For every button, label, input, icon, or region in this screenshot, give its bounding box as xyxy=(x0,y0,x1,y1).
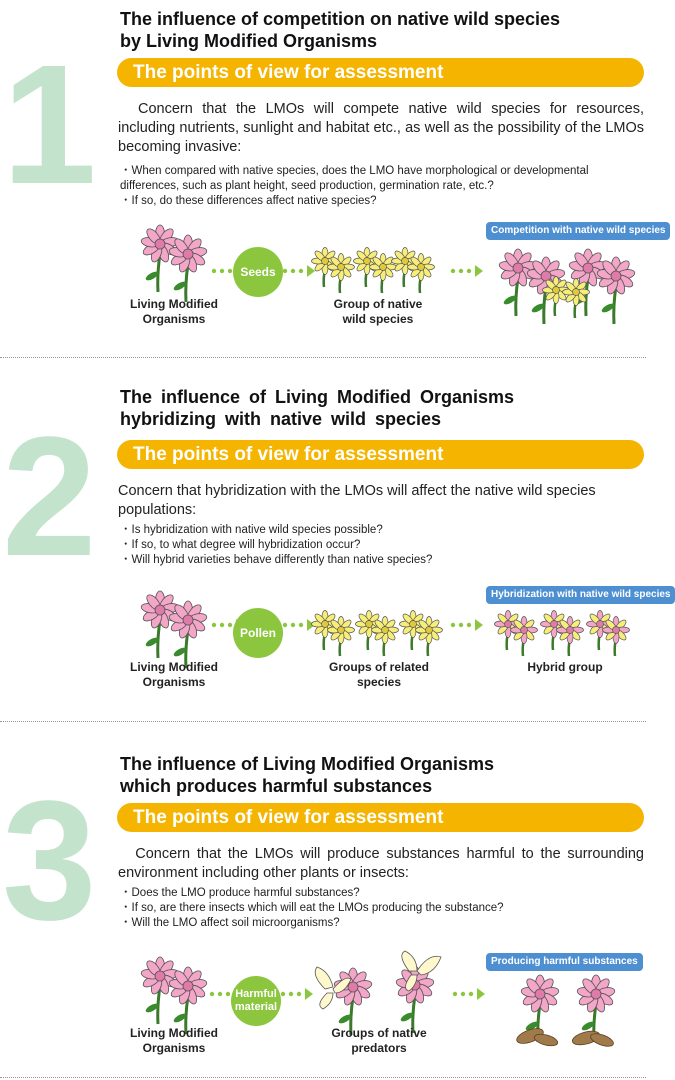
arrow-icon xyxy=(453,271,487,285)
label-lmo: Living Modified Organisms xyxy=(130,660,218,689)
divider xyxy=(0,721,646,722)
list-item: ・ If so, do these differences affect native species? xyxy=(120,194,644,209)
label-native: Group of native wild species xyxy=(333,297,423,326)
assessment-banner: The points of view for assessment xyxy=(117,58,644,87)
list-item: ・ Does the LMO produce harmful substances? xyxy=(120,886,644,901)
title-line-1: The influence of Living Modified Organisms xyxy=(120,754,495,774)
scenario-tag: Competition with native wild species xyxy=(486,222,670,240)
arrow-icon xyxy=(455,994,489,1008)
flower-illustration-hybrid xyxy=(494,610,644,660)
list-item: ・ Will the LMO affect soil microorganisms? xyxy=(120,916,644,931)
section-number: 1 xyxy=(2,30,97,220)
flower-illustration-lmo xyxy=(130,588,220,663)
title-line-2: by Living Modified Organisms xyxy=(120,31,378,51)
dead-insect-icon xyxy=(571,1029,615,1049)
divider xyxy=(0,1077,646,1078)
label-predators: Groups of native predators xyxy=(331,1026,427,1055)
title-line-1: The influence of Living Modified Organisms xyxy=(120,387,515,407)
list-item: ・ When compared with native species, does the LMO have morphological or developmental differences, such as plant height, seed production, germination rate, etc.? xyxy=(120,164,644,194)
concern-paragraph: Concern that the LMOs will produce substances harmful to the surrounding environment including other plants or insects: xyxy=(118,846,644,881)
title-line-2: which produces harmful substances xyxy=(120,776,433,796)
harmful-material-circle: Harmful material xyxy=(231,976,281,1026)
assessment-banner: The points of view for assessment xyxy=(117,440,644,469)
divider xyxy=(0,357,646,358)
concern-paragraph: Concern that hybridization with the LMOs will affect the native wild species populations: xyxy=(118,483,596,518)
question-list xyxy=(120,523,644,568)
assessment-banner: The points of view for assessment xyxy=(117,803,644,832)
flower-illustration-lmo xyxy=(130,954,220,1029)
section-1 xyxy=(0,0,666,358)
label-related: Groups of related species xyxy=(328,660,429,689)
concern-paragraph: Concern that the LMOs will compete native wild species for resources, including nutrients, sunlight and habitat etc., as well as the possibility of the LMOs becoming invasive: xyxy=(118,101,644,155)
section-number: 3 xyxy=(2,766,97,956)
list-item: ・ Will hybrid varieties behave differently than native species? xyxy=(120,553,644,568)
list-item: ・ If so, to what degree will hybridization occur? xyxy=(120,538,644,553)
label-lmo: Living Modified Organisms xyxy=(130,1026,218,1055)
seeds-circle: Seeds xyxy=(233,247,283,297)
section-3 xyxy=(0,724,646,1078)
pollen-circle: Pollen xyxy=(233,608,283,658)
flower-illustration-related xyxy=(305,610,445,660)
arrow-icon xyxy=(453,625,487,639)
flower-illustration-native xyxy=(305,245,435,295)
flower-illustration-lmo xyxy=(130,222,220,297)
dead-insect-icon xyxy=(515,1026,559,1048)
section-title xyxy=(120,386,580,430)
section-title xyxy=(120,8,560,52)
section-2 xyxy=(0,360,671,722)
scenario-tag: Producing harmful substances xyxy=(486,953,643,971)
question-list xyxy=(120,886,644,931)
list-item: ・ Is hybridization with native wild species possible? xyxy=(120,523,644,538)
scenario-tag: Hybridization with native wild species xyxy=(486,586,675,604)
flower-damage-illustration xyxy=(500,974,644,1054)
flower-butterfly-illustration xyxy=(305,949,460,1029)
flower-illustration-competition xyxy=(496,244,644,324)
label-hybrid: Hybrid group xyxy=(527,660,603,674)
title-line-2: hybridizing with native wild species xyxy=(120,409,442,429)
section-number: 2 xyxy=(2,402,97,592)
label-lmo: Living Modified Organisms xyxy=(130,297,218,326)
section-title xyxy=(120,753,494,797)
list-item: ・ If so, are there insects which will eat the LMOs producing the substance? xyxy=(120,901,644,916)
title-line-1: The influence of competition on native wild species xyxy=(120,9,561,29)
question-list xyxy=(120,164,644,209)
